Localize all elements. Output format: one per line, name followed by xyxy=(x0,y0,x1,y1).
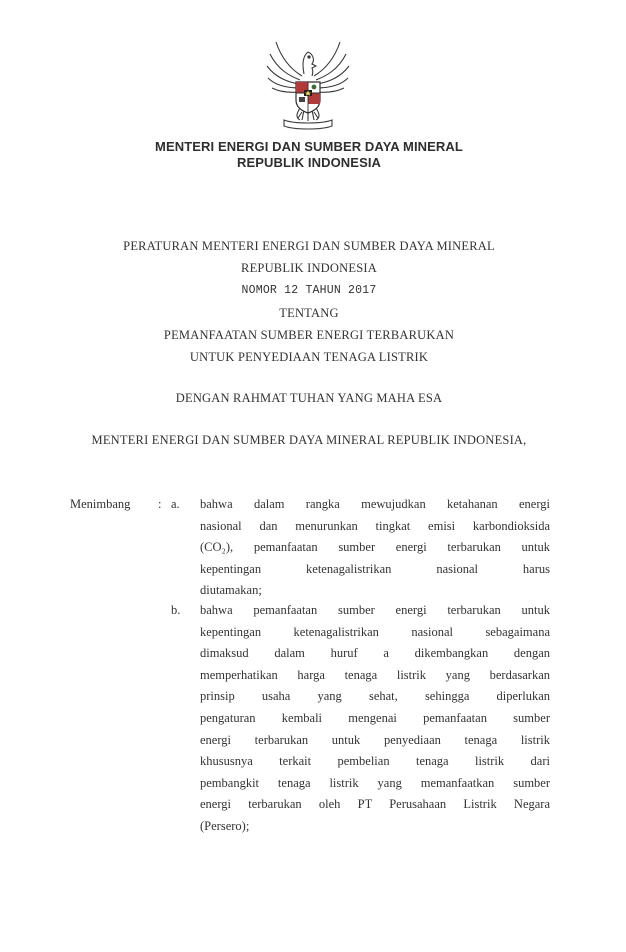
item-b-line: khususnya terkait pembelian tenaga listrik dari xyxy=(200,754,550,769)
item-a-line: nasional dan menurunkan tingkat emisi karbondioksida xyxy=(200,518,550,533)
ministry-country: REPUBLIK INDONESIA xyxy=(236,155,382,170)
item-a-line: diutamakan; xyxy=(200,583,262,598)
item-b-line: prinsip usaha yang sehat, sehingga diperlukan xyxy=(200,689,550,704)
rahmat-line: DENGAN RAHMAT TUHAN YANG MAHA ESA xyxy=(175,391,443,405)
item-a-marker: a. xyxy=(171,497,180,511)
item-b-line: energi terbarukan untuk penyediaan tenaga listrik xyxy=(200,732,550,747)
item-b-text xyxy=(200,600,550,838)
menimbang-label: Menimbang xyxy=(70,497,131,511)
item-b-line: memperhatikan harga tenaga listrik yang berdasarkan xyxy=(200,667,550,682)
regulation-subject-line2: UNTUK PENYEDIAAN TENAGA LISTRIK xyxy=(189,350,429,364)
item-b-marker: b. xyxy=(171,603,181,617)
menimbang-colon: : xyxy=(158,497,162,511)
item-a-text xyxy=(200,494,550,602)
item-b-line: (Persero); xyxy=(200,818,250,833)
regulation-subject-line1: PEMANFAATAN SUMBER ENERGI TERBARUKAN xyxy=(163,328,455,342)
item-a-line: bahwa dalam rangka mewujudkan ketahanan energi xyxy=(200,497,550,511)
item-b-line: kepentingan ketenagalistrikan nasional sebagaimana xyxy=(200,624,550,639)
regulation-country: REPUBLIK INDONESIA xyxy=(241,261,377,275)
tentang-heading: TENTANG xyxy=(279,306,339,320)
regulation-number: NOMOR 12 TAHUN 2017 xyxy=(241,284,377,297)
ministry-name: MENTERI ENERGI DAN SUMBER DAYA MINERAL xyxy=(155,139,463,154)
minister-line: MENTERI ENERGI DAN SUMBER DAYA MINERAL REPUBLIK INDONESIA, xyxy=(91,433,527,447)
item-a-line: (CO₂), pemanfaatan sumber energi terbarukan untuk xyxy=(200,540,550,555)
item-b-line: dimaksud dalam huruf a dikembangkan dengan xyxy=(200,646,550,661)
item-b-line: bahwa pemanfaatan sumber energi terbarukan untuk xyxy=(200,603,550,617)
item-b-line: pengaturan kembali mengenai pemanfaatan sumber xyxy=(200,710,550,725)
item-a-line: kepentingan ketenagalistrikan nasional harus xyxy=(200,561,550,576)
regulation-title: PERATURAN MENTERI ENERGI DAN SUMBER DAYA MINERAL xyxy=(123,239,495,253)
item-b-line: energi terbarukan oleh PT Perusahaan Listrik Negara xyxy=(200,797,550,812)
item-b-line: pembangkit tenaga listrik yang memanfaatkan sumber xyxy=(200,775,550,790)
garuda-emblem xyxy=(262,30,354,132)
